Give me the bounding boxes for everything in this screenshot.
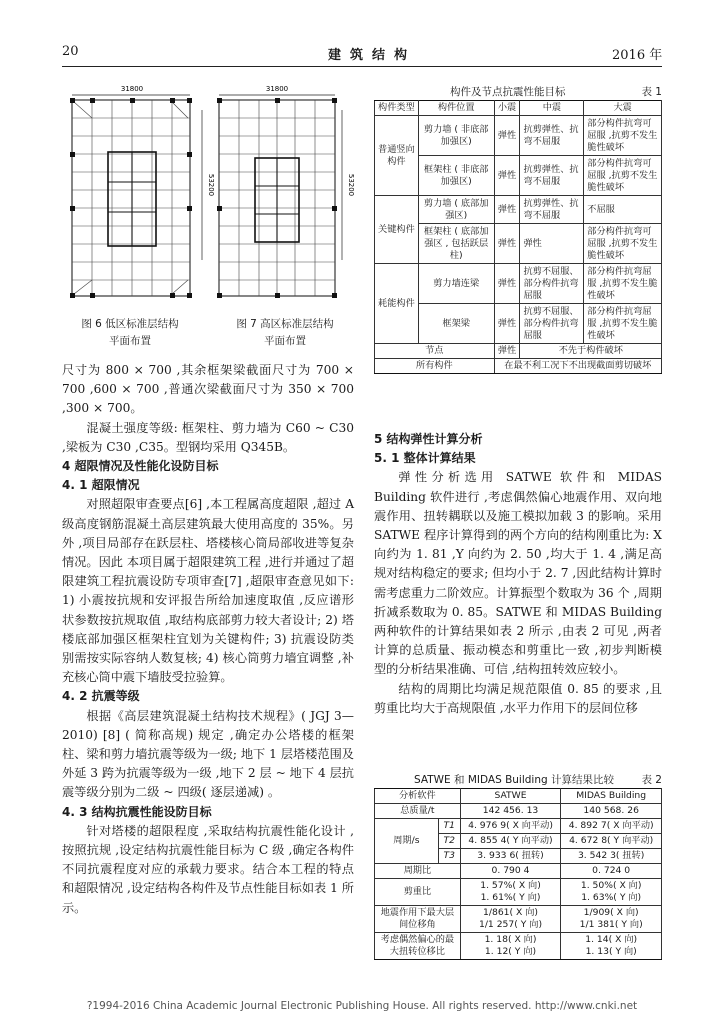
paragraph-seismic-grade: 根据《高层建筑混凝土结构技术规程》( JGJ 3—2010) [8] ( 简称高规) 规定 ,确定办公塔楼的框架柱、梁和剪力墙抗震等级为一级; 地下 1 层塔楼范围及外延 3 跨为抗震等级为一级 ,地下 2 层 ~ 地下 4 层抗震等级分别为二级 ~ 四级( 逐层递减) 。 [62, 708, 354, 800]
paragraph-over-limit: 对照超限审查要点[6] ,本工程属高度超限 ,超过 A 级高度钢筋混凝土高层建筑最大使用高度的 35%。另外 ,项目局部存在跃层柱、塔楼核心筒局部收进等复杂情况。因此 本项目属于超限建筑工程 ,进行并通过了超限建筑工程抗震设防专项审查[7] ,超限审查意见如下: 1) 小震按抗规和安评报告所给加速度取值 ,反应谱形状参数按抗规取值 ,取结构底部剪力较大者设计; 2) 塔楼底部加强区框架柱宜划为关键构件; 3) 抗震设防类别需按实际容纳人数复核; 4) 核心筒剪力墙宜调整 ,补充核心筒中震下墙肢受拉验算。 [62, 497, 354, 685]
t1-header-position: 构件位置 [418, 101, 494, 116]
figure-7-caption [210, 316, 360, 350]
table1-caption [374, 84, 662, 99]
table-row: 总质量/t 142 456. 13 140 568. 26 [375, 804, 662, 819]
paragraph-concrete-grade: 混凝土强度等级: 框架柱、剪力墙为 C60 ~ C30 ,梁板为 C30 ,C35。型钢均采用 Q345B。 [62, 420, 354, 454]
t1-header-minor: 小震 [494, 101, 520, 116]
fig6-height-label: 53200 [207, 173, 215, 197]
table-row: T3 3. 933 6( 扭转) 3. 542 3( 扭转) [375, 849, 662, 864]
section-4-1-heading: 4. 1 超限情况 [62, 478, 140, 493]
fig6-width-label: 31800 [120, 85, 144, 93]
t2-header-software: 分析软件 [375, 789, 461, 804]
table-row: 普通竖向构件 剪力墙 ( 非底部加强区) 弹性 抗剪弹性、抗弯不屈服 部分构件抗弯可屈服 ,抗剪不发生脆性破坏 [375, 116, 662, 156]
t1-group-energy: 耗能构件 [375, 264, 419, 344]
page-number: 20 [62, 44, 79, 59]
table-row: 耗能构件 剪力墙连梁 弹性 抗剪不屈服、部分构件抗弯屈服 部分构件抗弯屈服 ,抗剪不发生脆性破坏 [375, 264, 662, 304]
table2-caption [374, 772, 662, 787]
copyright-footer: ?1994-2016 China Academic Journal Electronic Publishing House. All rights reserved. http://www.cnki.net [86, 1000, 638, 1012]
figure-7 [215, 82, 340, 304]
table-row: 节点 弹性 不先于构件破坏 [375, 344, 662, 359]
t1-group-vertical: 普通竖向构件 [375, 116, 419, 196]
left-column [62, 361, 354, 918]
fig7-caption-line1: 图 7 高区标准层结构 [236, 318, 334, 330]
table2-title: SATWE 和 MIDAS Building 计算结果比较 [414, 774, 615, 786]
fig7-height-label: 53200 [347, 173, 355, 197]
t2-header-midas: MIDAS Building [561, 789, 662, 804]
journal-title: 建筑结构 [328, 48, 417, 63]
section-4-3-heading: 4. 3 结构抗震性能设防目标 [62, 804, 212, 819]
table2-label: 表 2 [641, 774, 662, 786]
table1-title: 构件及节点抗震性能目标 [450, 86, 566, 98]
paragraph-elastic-analysis: 弹性分析选用 SATWE 软件和 MIDAS Building 软件进行 ,考虑偶然偏心地震作用、双向地震作用、扭转耦联以及施工模拟加载 3 的影响。采用 SATWE 程序计算得到的两个方向的结构刚重比为: X 向约为 1. 81 ,Y 向约为 2. 50 ,均大于 1. 4 ,满足高规对结构稳定的要求; 但均小于 2. 7 ,因此结构计算时需考虑重力二阶效应。计算振型个数取为 36 个 ,周期折减系数取为 0. 85。SATWE 和 MIDAS Building 两种软件的计算结果如表 2 所示 ,由表 2 可见 ,两者计算的总质量、振动模态和剪重比一致 ,初步判断模型的分析结果准确、可信 ,结构扭转效应较小。 [374, 470, 662, 677]
table-row: 地震作用下最大层间位移角 1/861( X 向) 1/1 257( Y 向) 1/909( X 向) 1/1 381( Y 向) [375, 906, 662, 933]
fig6-caption-line2: 平面布置 [109, 335, 151, 347]
table-row: T2 4. 855 4( Y 向平动) 4. 672 8( Y 向平动) [375, 834, 662, 849]
paragraph-period-ratio: 结构的周期比均满足规范限值 0. 85 的要求 ,且剪重比均大于高规限值 ,水平力作用下的层间位移 [374, 681, 662, 715]
figure-7-plan-drawing [215, 82, 340, 304]
table-row: 框架柱 ( 非底部加强区) 弹性 抗剪弹性、抗弯不屈服 部分构件抗弯可屈服 ,抗剪不发生脆性破坏 [375, 156, 662, 196]
table-row: 框架梁 弹性 抗剪不屈服、部分构件抗弯屈服 部分构件抗弯屈服 ,抗剪不发生脆性破坏 [375, 304, 662, 344]
t1-header-moderate: 中震 [520, 101, 584, 116]
right-column [374, 430, 662, 718]
journal-year: 2016 年 [612, 48, 663, 63]
table1 [374, 100, 662, 374]
t1-group-key: 关键构件 [375, 196, 419, 264]
header-rule [62, 66, 662, 67]
section-5-heading: 5 结构弹性计算分析 [374, 432, 483, 446]
table1-label: 表 1 [641, 86, 662, 98]
figure-6 [62, 82, 197, 304]
section-5-1-heading: 5. 1 整体计算结果 [374, 451, 476, 466]
fig7-width-label: 31800 [265, 85, 289, 93]
fig6-caption-line1: 图 6 低区标准层结构 [81, 318, 179, 330]
section-4-2-heading: 4. 2 抗震等级 [62, 689, 140, 704]
t1-header-major: 大震 [584, 101, 662, 116]
table-row: 剪重比 1. 57%( X 向) 1. 61%( Y 向) 1. 50%( X 向) 1. 63%( Y 向) [375, 879, 662, 906]
table-row: 周期比 0. 790 4 0. 724 0 [375, 864, 662, 879]
table-row: 关键构件 剪力墙 ( 底部加强区) 弹性 抗剪弹性、抗弯不屈服 不屈服 [375, 196, 662, 224]
section-4-heading: 4 超限情况及性能化设防目标 [62, 459, 219, 474]
figure-6-caption [55, 316, 205, 350]
table-row: 考虑偶然偏心的最大扭转位移比 1. 18( X 向) 1. 12( Y 向) 1. 14( X 向) 1. 13( Y 向) [375, 933, 662, 960]
fig7-caption-line2: 平面布置 [264, 335, 306, 347]
paragraph-performance-target: 针对塔楼的超限程度 ,采取结构抗震性能化设计 ,按照抗规 ,设定结构抗震性能目标为 C 级 ,确定各构件不同抗震程度对应的承载力要求。结合本工程的特点和超限情况 ,设定结构各构件及节点性能目标如表 1 所示。 [62, 823, 354, 915]
figure-7-height-dimension [340, 110, 355, 260]
figure-6-plan-drawing [62, 82, 197, 304]
table-row: 框架柱 ( 底部加强区 , 包括跃层柱) 弹性 弹性 部分构件抗弯可屈服 ,抗剪不发生脆性破坏 [375, 224, 662, 264]
table-row: 所有构件 在最不利工况下不出现截面剪切破坏 [375, 359, 662, 374]
t1-header-type: 构件类型 [375, 101, 419, 116]
figure-6-height-dimension [200, 110, 215, 260]
table-row: 周期/s T1 4. 976 9( X 向平动) 4. 892 7( X 向平动) [375, 819, 662, 834]
table2 [374, 788, 662, 960]
paragraph-section-sizes: 尺寸为 800 × 700 ,其余框架梁截面尺寸为 700 × 700 ,600 × 700 ,普通次梁截面尺寸为 350 × 700 ,300 × 700。 [62, 363, 354, 416]
t2-header-satwe: SATWE [460, 789, 561, 804]
